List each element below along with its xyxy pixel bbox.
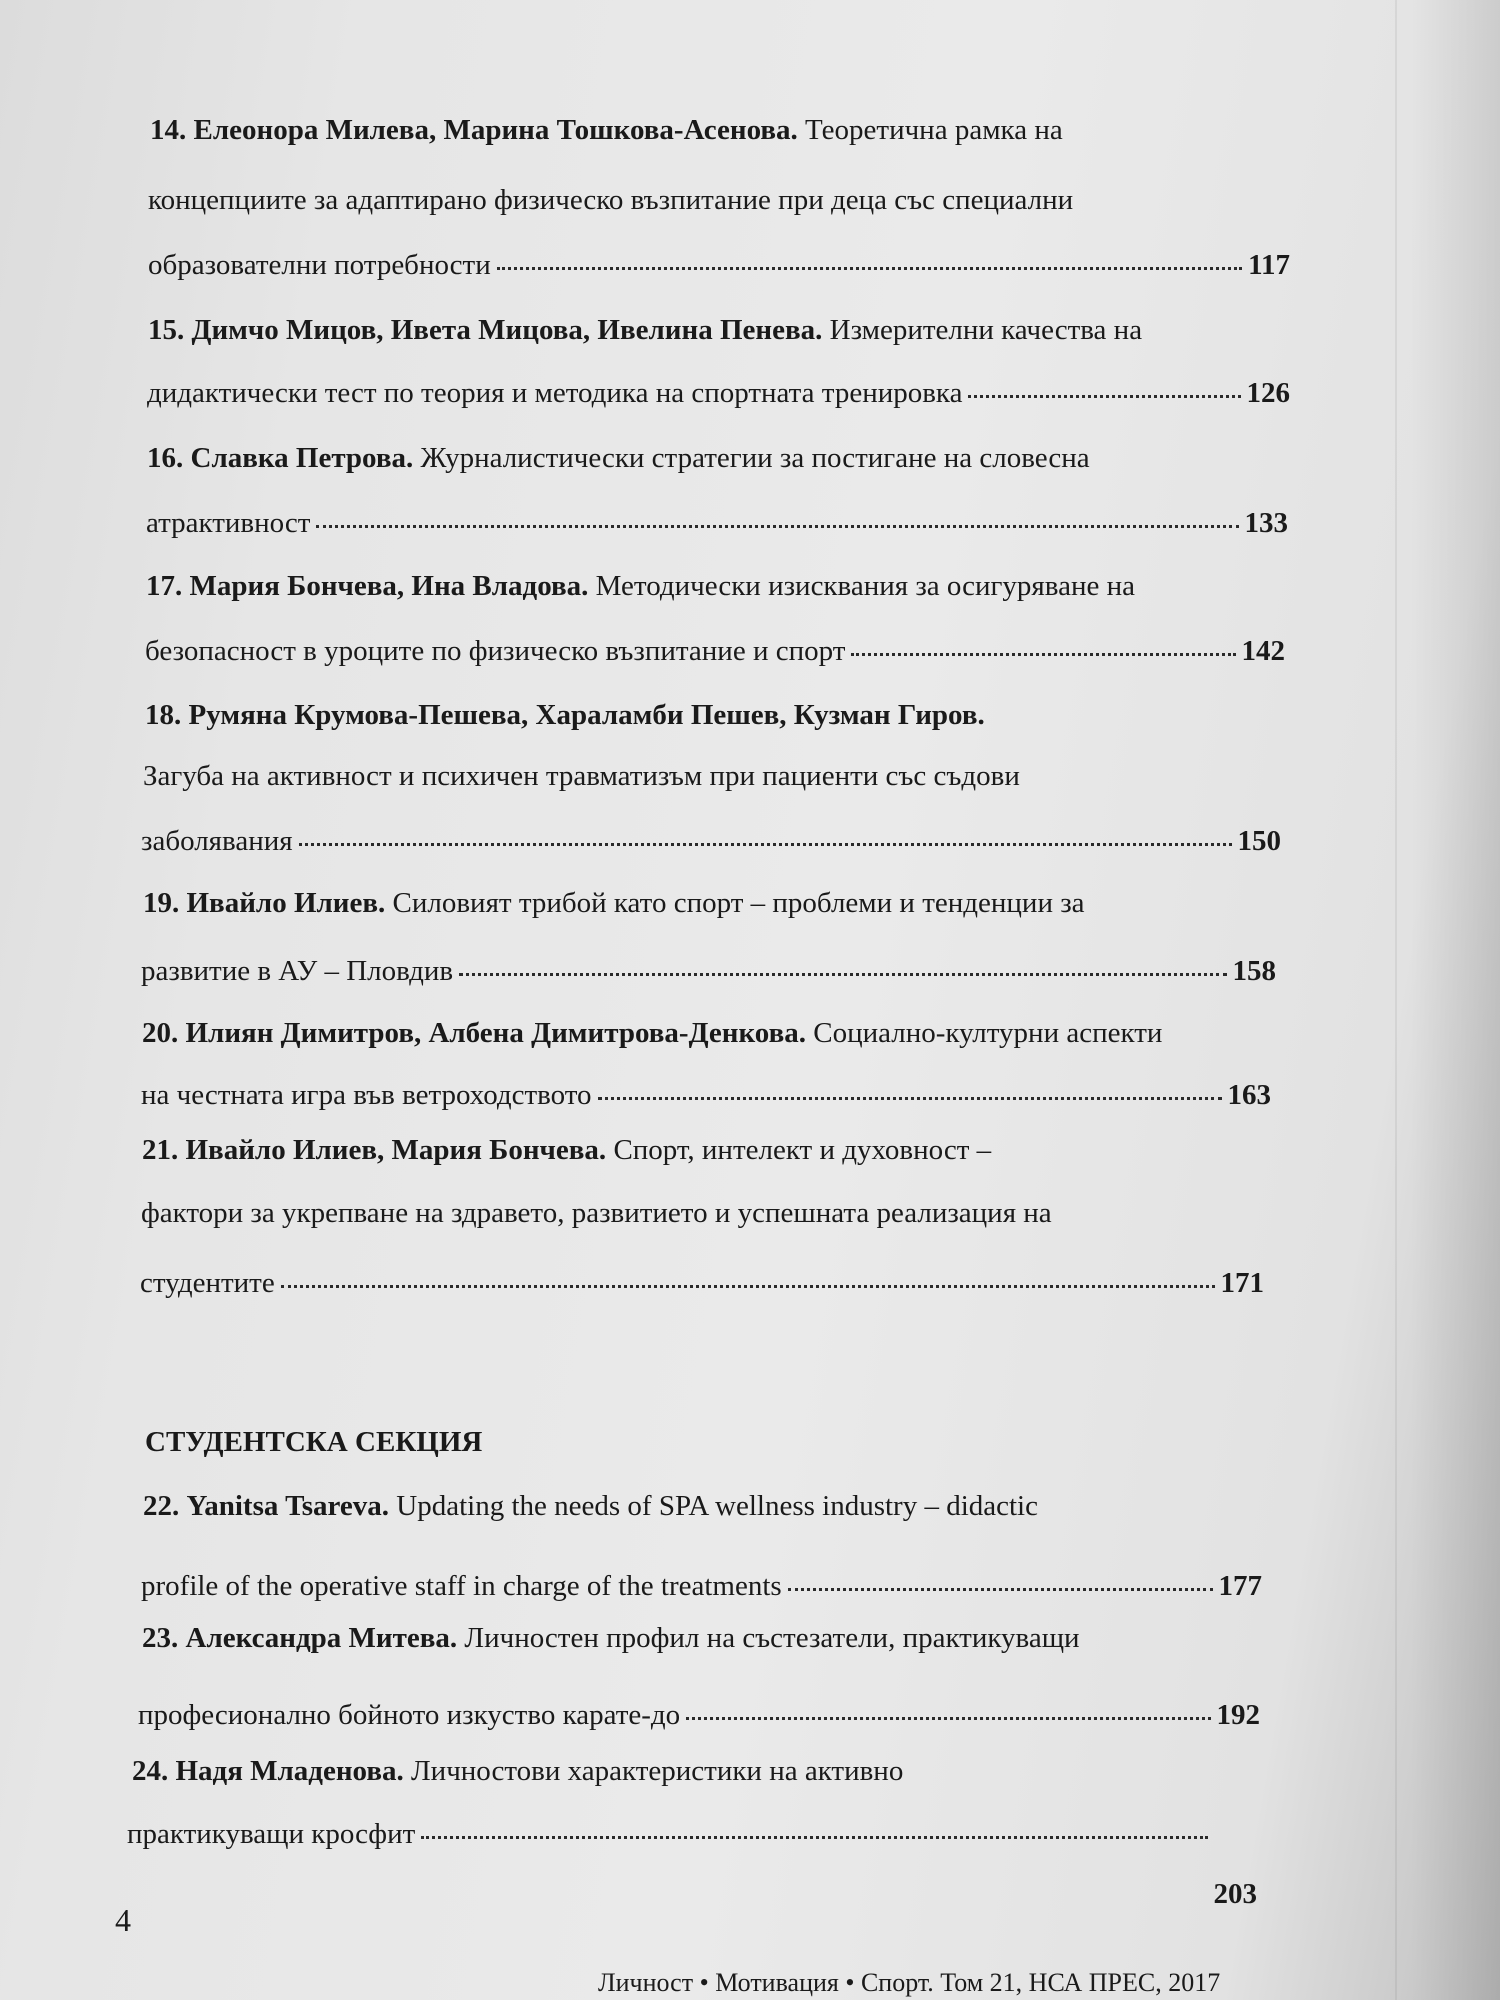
toc-entry-19-title-line-1: Силовият трибой като спорт – проблеми и тенденции за [392,887,1085,919]
toc-entry-14-authors: Елеонора Милева, Марина Тошкова-Асенова. [193,114,798,146]
toc-entry-24-heading [132,1753,903,1789]
dot-leader [968,395,1240,398]
running-footer: Личност • Мотивация • Спорт. Том 21, НСА ПРЕС, 2017 [598,1968,1221,1997]
toc-entry-23-authors: Александра Митева. [185,1622,458,1654]
toc-entry-14-title-line-3: образователни потребности [148,249,491,281]
toc-entry-21-number: 21. [142,1134,179,1166]
toc-entry-22-authors: Yanitsa Tsareva. [186,1490,390,1522]
toc-entry-15-last-line [147,375,1290,411]
toc-entry-18-title-line-1: Загуба на активност и психичен травматизъм при пациенти със съдови [143,760,1020,792]
toc-entry-21-last-line [140,1265,1264,1301]
toc-entry-17-authors: Мария Бончева, Ина Владова. [189,570,589,602]
toc-entry-14-page: 117 [1248,249,1290,281]
toc-entry-15-heading [148,312,1142,348]
toc-entry-18-heading [145,697,985,733]
dot-leader [686,1717,1210,1720]
dot-leader [316,525,1238,528]
dot-leader [598,1097,1222,1100]
toc-entry-15-title-line-1: Измерителни качества на [829,314,1143,346]
toc-entry-24-number: 24. [132,1755,169,1787]
toc-entry-21-heading [142,1132,991,1168]
toc-entry-19-title-line-2: развитие в АУ – Пловдив [141,955,454,987]
toc-entry-21-title-line-1: Спорт, интелект и духовност – [613,1134,992,1166]
toc-entry-17-heading [146,568,1135,604]
toc-entry-22-heading [143,1488,1038,1524]
toc-entry-18-authors: Румяна Крумова-Пешева, Хараламби Пешев, Кузман Гиров. [188,699,985,731]
toc-entry-22-last-line [141,1568,1262,1604]
toc-entry-20-title-line-1: Социално-културни аспекти [813,1017,1163,1049]
page-fold [1395,0,1397,2000]
toc-entry-19-number: 19. [143,887,180,919]
toc-entry-23-page: 192 [1216,1699,1260,1731]
toc-entry-22-title-line-2: profile of the operative staff in charge of the treatments [141,1570,782,1602]
toc-entry-24-authors: Надя Младенова. [175,1755,404,1787]
toc-entry-19-heading [143,885,1085,921]
toc-entry-14-title-line-2: концепциите за адаптирано физическо възпитание при деца със специални [148,184,1074,216]
toc-entry-19-page: 158 [1232,955,1276,987]
toc-entry-21-authors: Ивайло Илиев, Мария Бончева. [185,1134,607,1166]
toc-entry-17-page: 142 [1241,635,1285,667]
toc-entry-18-page: 150 [1237,825,1281,857]
toc-entry-24-title-line-2: практикуващи кросфит [127,1818,416,1850]
toc-entry-16-heading [147,440,1090,476]
dot-leader [281,1285,1215,1288]
dot-leader [497,267,1242,270]
toc-entry-17-title-line-1: Методически изисквания за осигуряване на [595,570,1135,602]
toc-entry-17-last-line [145,633,1285,669]
toc-entry-20-number: 20. [142,1017,179,1049]
toc-entry-20-page: 163 [1227,1079,1271,1111]
toc-entry-21-title-line-3: студентите [140,1267,275,1299]
toc-entry-24-last-line [127,1810,1257,1910]
page-number: 4 [115,1902,131,1938]
toc-entry-15-authors: Димчо Мицов, Ивета Мицова, Ивелина Пенева. [191,314,823,346]
toc-entry-16-page: 133 [1244,507,1288,539]
toc-entry-18-last-line [141,823,1281,859]
toc-entry-20-last-line [141,1077,1271,1113]
toc-entry-22-title-line-1: Updating the needs of SPA wellness industry – didactic [396,1490,1038,1522]
toc-entry-18-number: 18. [145,699,182,731]
toc-entry-17-number: 17. [146,570,183,602]
dot-leader [459,973,1226,976]
toc-entry-24-title-line-1: Личностови характеристики на активно [411,1755,904,1787]
toc-entry-16-title-line-1: Журналистически стратегии за постигане на словесна [420,442,1090,474]
page-edge-shadow [1410,0,1500,2000]
toc-entry-24-page: 203 [1213,1878,1257,1910]
toc-entry-16-number: 16. [147,442,184,474]
toc-entry-14-heading [150,112,1063,148]
toc-entry-15-page: 126 [1246,377,1290,409]
dot-leader [851,653,1235,656]
toc-entry-22-number: 22. [143,1490,180,1522]
toc-entry-19-authors: Ивайло Илиев. [186,887,386,919]
toc-entry-17-title-line-2: безопасност в уроците по физическо възпитание и спорт [145,635,846,667]
toc-entry-16-title-line-2: атрактивност [146,507,311,539]
toc-entry-23-title-line-1: Личностен профил на състезатели, практикуващи [464,1622,1080,1654]
toc-entry-14-title-line-1: Теоретична рамка на [805,114,1063,146]
toc-entry-23-heading [142,1620,1080,1656]
toc-entry-23-number: 23. [142,1622,179,1654]
toc-entry-15-title-line-2: дидактически тест по теория и методика на спортната тренировка [147,377,963,409]
toc-entry-14-number: 14. [150,114,187,146]
dot-leader [788,1588,1213,1591]
toc-entry-21-title-line-2: фактори за укрепване на здравето, развитието и успешната реализация на [141,1197,1052,1229]
toc-entry-14-last-line [148,247,1290,283]
toc-entry-20-authors: Илиян Димитров, Албена Димитрова-Денкова. [185,1017,806,1049]
toc-entry-23-last-line [138,1697,1260,1733]
toc-entry-19-last-line [141,953,1276,989]
toc-entry-15-number: 15. [148,314,185,346]
toc-entry-16-last-line [146,505,1288,541]
toc-entry-16-authors: Славка Петрова. [190,442,414,474]
toc-entry-23-title-line-2: професионално бойното изкуство карате-до [138,1699,681,1731]
toc-entry-20-heading [142,1015,1162,1051]
dot-leader [299,843,1232,846]
toc-entry-18-title-line-2: заболявания [141,825,293,857]
dot-leader [421,1836,1207,1839]
section-title: СТУДЕНТСКА СЕКЦИЯ [145,1426,483,1458]
toc-entry-20-title-line-2: на честната игра във ветроходството [141,1079,592,1111]
toc-entry-22-page: 177 [1218,1570,1262,1602]
toc-entry-21-page: 171 [1220,1267,1264,1299]
